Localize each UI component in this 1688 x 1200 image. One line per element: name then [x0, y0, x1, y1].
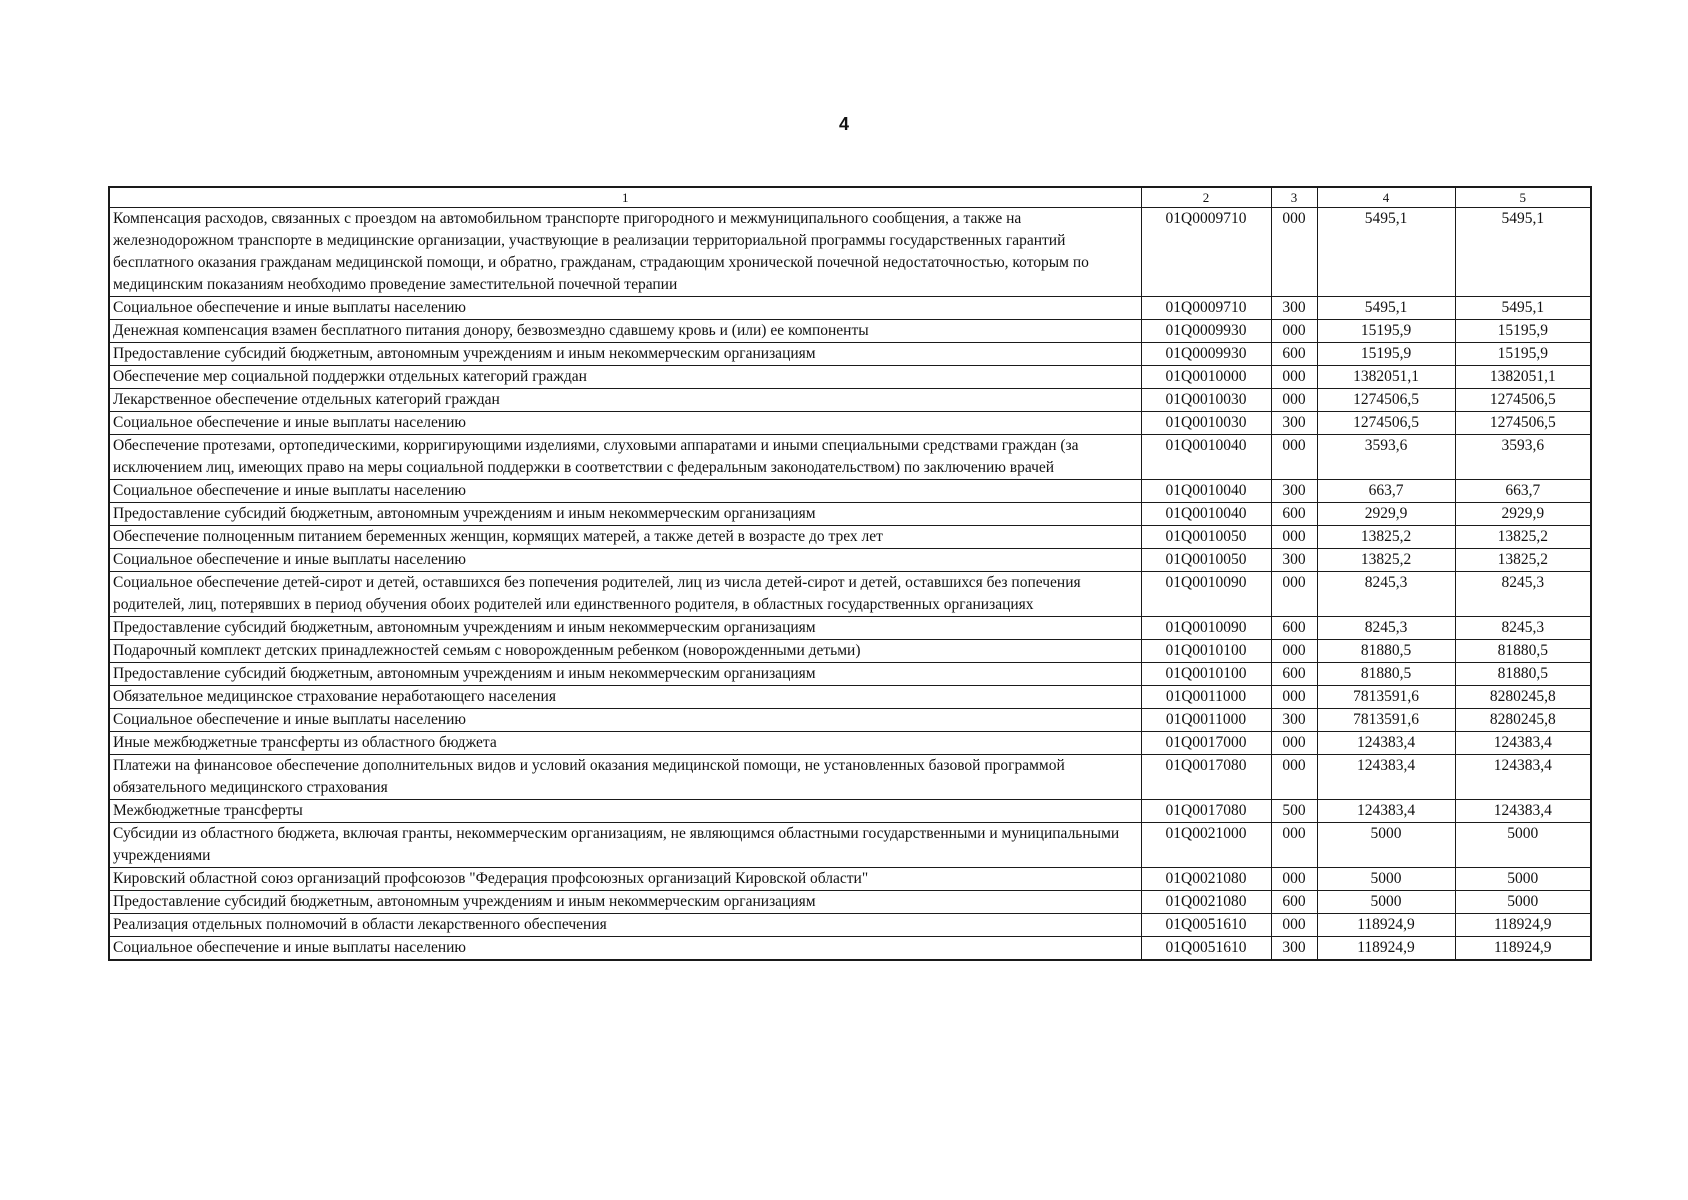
row-type-cell: 300 — [1271, 709, 1317, 732]
row-value-2-cell: 8245,3 — [1455, 617, 1591, 640]
row-value-2-cell: 118924,9 — [1455, 937, 1591, 961]
row-value-1-cell: 1274506,5 — [1317, 412, 1455, 435]
row-type-cell: 000 — [1271, 914, 1317, 937]
row-value-1-cell: 1274506,5 — [1317, 389, 1455, 412]
row-value-2-cell: 8280245,8 — [1455, 709, 1591, 732]
row-type-cell: 600 — [1271, 503, 1317, 526]
row-name-cell: Предоставление субсидий бюджетным, автономным учреждениям и иным некоммерческим организациям — [109, 891, 1141, 914]
row-type-cell: 600 — [1271, 891, 1317, 914]
row-name-cell: Кировский областной союз организаций профсоюзов "Федерация профсоюзных организаций Кировской области" — [109, 868, 1141, 891]
row-value-2-cell: 3593,6 — [1455, 435, 1591, 480]
row-code-cell: 01Q0021080 — [1141, 868, 1271, 891]
row-code-cell: 01Q0011000 — [1141, 709, 1271, 732]
row-code-cell: 01Q0010100 — [1141, 640, 1271, 663]
row-value-1-cell: 5495,1 — [1317, 208, 1455, 297]
row-type-cell: 000 — [1271, 366, 1317, 389]
row-value-1-cell: 118924,9 — [1317, 914, 1455, 937]
row-type-cell: 000 — [1271, 823, 1317, 868]
row-value-1-cell: 8245,3 — [1317, 572, 1455, 617]
row-value-1-cell: 81880,5 — [1317, 663, 1455, 686]
row-value-1-cell: 124383,4 — [1317, 800, 1455, 823]
table-row — [109, 503, 1591, 526]
row-code-cell: 01Q0017080 — [1141, 755, 1271, 800]
row-value-2-cell: 8280245,8 — [1455, 686, 1591, 709]
row-code-cell: 01Q0017080 — [1141, 800, 1271, 823]
column-header-5: 5 — [1455, 187, 1591, 208]
row-value-2-cell: 118924,9 — [1455, 914, 1591, 937]
row-value-2-cell: 124383,4 — [1455, 755, 1591, 800]
row-value-1-cell: 7813591,6 — [1317, 686, 1455, 709]
row-value-2-cell: 2929,9 — [1455, 503, 1591, 526]
row-value-2-cell: 15195,9 — [1455, 320, 1591, 343]
column-header-2: 2 — [1141, 187, 1271, 208]
row-name-cell: Социальное обеспечение и иные выплаты населению — [109, 480, 1141, 503]
row-type-cell: 300 — [1271, 937, 1317, 961]
row-code-cell: 01Q0010040 — [1141, 503, 1271, 526]
row-code-cell: 01Q0021000 — [1141, 823, 1271, 868]
table-row — [109, 389, 1591, 412]
row-name-cell: Предоставление субсидий бюджетным, автономным учреждениям и иным некоммерческим организациям — [109, 617, 1141, 640]
row-name-cell: Обеспечение протезами, ортопедическими, корригирующими изделиями, слуховыми аппаратами и иными специальными средствами граждан (за исключением лиц, имеющих право на меры социальной поддержки в соответствии с федеральным законодательством) по заключению врачей — [109, 435, 1141, 480]
row-value-1-cell: 15195,9 — [1317, 320, 1455, 343]
row-value-2-cell: 5000 — [1455, 823, 1591, 868]
row-name-cell: Обеспечение полноценным питанием беременных женщин, кормящих матерей, а также детей в возрасте до трех лет — [109, 526, 1141, 549]
row-name-cell: Социальное обеспечение и иные выплаты населению — [109, 709, 1141, 732]
table-row — [109, 686, 1591, 709]
row-code-cell: 01Q0009930 — [1141, 343, 1271, 366]
row-type-cell: 000 — [1271, 320, 1317, 343]
table-row — [109, 914, 1591, 937]
table-row — [109, 937, 1591, 961]
row-value-2-cell: 124383,4 — [1455, 732, 1591, 755]
table-row — [109, 663, 1591, 686]
row-type-cell: 300 — [1271, 480, 1317, 503]
table-row — [109, 732, 1591, 755]
row-value-2-cell: 81880,5 — [1455, 663, 1591, 686]
row-type-cell: 000 — [1271, 732, 1317, 755]
table-row — [109, 755, 1591, 800]
table-header-row — [109, 187, 1591, 208]
row-value-2-cell: 15195,9 — [1455, 343, 1591, 366]
row-name-cell: Субсидии из областного бюджета, включая гранты, некоммерческим организациям, не являющимся областными государственными и муниципальными учреждениями — [109, 823, 1141, 868]
table-row — [109, 480, 1591, 503]
row-code-cell: 01Q0009930 — [1141, 320, 1271, 343]
row-value-1-cell: 13825,2 — [1317, 526, 1455, 549]
row-name-cell: Предоставление субсидий бюджетным, автономным учреждениям и иным некоммерческим организациям — [109, 503, 1141, 526]
row-code-cell: 01Q0009710 — [1141, 297, 1271, 320]
table-row — [109, 617, 1591, 640]
row-value-2-cell: 13825,2 — [1455, 549, 1591, 572]
row-type-cell: 000 — [1271, 686, 1317, 709]
row-value-2-cell: 5495,1 — [1455, 297, 1591, 320]
row-code-cell: 01Q0010090 — [1141, 572, 1271, 617]
row-value-2-cell: 81880,5 — [1455, 640, 1591, 663]
row-type-cell: 000 — [1271, 640, 1317, 663]
row-type-cell: 000 — [1271, 526, 1317, 549]
row-type-cell: 600 — [1271, 617, 1317, 640]
row-value-1-cell: 5000 — [1317, 891, 1455, 914]
row-name-cell: Лекарственное обеспечение отдельных категорий граждан — [109, 389, 1141, 412]
row-type-cell: 000 — [1271, 868, 1317, 891]
table-row — [109, 823, 1591, 868]
row-name-cell: Социальное обеспечение детей-сирот и детей, оставшихся без попечения родителей, лиц из числа детей-сирот и детей, оставшихся без попечения родителей, лиц, потерявших в период обучения обоих родителей или единственного родителя, в областных государственных организациях — [109, 572, 1141, 617]
table-row — [109, 800, 1591, 823]
row-type-cell: 000 — [1271, 755, 1317, 800]
table-row — [109, 366, 1591, 389]
column-header-3: 3 — [1271, 187, 1317, 208]
row-value-2-cell: 1382051,1 — [1455, 366, 1591, 389]
row-value-1-cell: 5000 — [1317, 823, 1455, 868]
column-header-1: 1 — [109, 187, 1141, 208]
table-row — [109, 572, 1591, 617]
table-row — [109, 526, 1591, 549]
row-value-2-cell: 124383,4 — [1455, 800, 1591, 823]
row-value-2-cell: 8245,3 — [1455, 572, 1591, 617]
table-row — [109, 640, 1591, 663]
table-row — [109, 868, 1591, 891]
row-code-cell: 01Q0010000 — [1141, 366, 1271, 389]
row-value-1-cell: 15195,9 — [1317, 343, 1455, 366]
row-name-cell: Предоставление субсидий бюджетным, автономным учреждениям и иным некоммерческим организациям — [109, 343, 1141, 366]
row-code-cell: 01Q0010050 — [1141, 526, 1271, 549]
row-name-cell: Подарочный комплект детских принадлежностей семьям с новорожденным ребенком (новорожденными детьми) — [109, 640, 1141, 663]
row-type-cell: 000 — [1271, 208, 1317, 297]
row-name-cell: Предоставление субсидий бюджетным, автономным учреждениям и иным некоммерческим организациям — [109, 663, 1141, 686]
row-type-cell: 000 — [1271, 389, 1317, 412]
table-row — [109, 343, 1591, 366]
row-name-cell: Обеспечение мер социальной поддержки отдельных категорий граждан — [109, 366, 1141, 389]
row-code-cell: 01Q0010100 — [1141, 663, 1271, 686]
row-value-1-cell: 3593,6 — [1317, 435, 1455, 480]
row-value-1-cell: 118924,9 — [1317, 937, 1455, 961]
row-type-cell: 600 — [1271, 663, 1317, 686]
row-type-cell: 500 — [1271, 800, 1317, 823]
row-code-cell: 01Q0051610 — [1141, 937, 1271, 961]
row-value-1-cell: 81880,5 — [1317, 640, 1455, 663]
row-code-cell: 01Q0009710 — [1141, 208, 1271, 297]
row-type-cell: 300 — [1271, 297, 1317, 320]
row-name-cell: Социальное обеспечение и иные выплаты населению — [109, 412, 1141, 435]
row-code-cell: 01Q0010040 — [1141, 435, 1271, 480]
row-name-cell: Денежная компенсация взамен бесплатного питания донору, безвозмездно сдавшему кровь и (или) ее компоненты — [109, 320, 1141, 343]
row-code-cell: 01Q0051610 — [1141, 914, 1271, 937]
page-number: 4 — [838, 114, 849, 134]
budget-table-body — [109, 187, 1591, 960]
table-row — [109, 412, 1591, 435]
row-value-2-cell: 5000 — [1455, 868, 1591, 891]
row-code-cell: 01Q0011000 — [1141, 686, 1271, 709]
table-row — [109, 208, 1591, 297]
row-name-cell: Межбюджетные трансферты — [109, 800, 1141, 823]
budget-table — [108, 186, 1592, 961]
row-name-cell: Социальное обеспечение и иные выплаты населению — [109, 549, 1141, 572]
row-code-cell: 01Q0010050 — [1141, 549, 1271, 572]
row-value-1-cell: 5000 — [1317, 868, 1455, 891]
row-value-2-cell: 13825,2 — [1455, 526, 1591, 549]
row-code-cell: 01Q0010040 — [1141, 480, 1271, 503]
row-type-cell: 300 — [1271, 412, 1317, 435]
row-value-2-cell: 1274506,5 — [1455, 389, 1591, 412]
row-value-2-cell: 5495,1 — [1455, 208, 1591, 297]
table-row — [109, 709, 1591, 732]
row-name-cell: Реализация отдельных полномочий в области лекарственного обеспечения — [109, 914, 1141, 937]
row-name-cell: Социальное обеспечение и иные выплаты населению — [109, 937, 1141, 961]
table-row — [109, 435, 1591, 480]
row-code-cell: 01Q0010030 — [1141, 389, 1271, 412]
row-type-cell: 000 — [1271, 435, 1317, 480]
row-code-cell: 01Q0021080 — [1141, 891, 1271, 914]
row-name-cell: Компенсация расходов, связанных с проездом на автомобильном транспорте пригородного и межмуниципального сообщения, а также на железнодорожном транспорте в медицинские организации, участвующие в реализации территориальной программы государственных гарантий бесплатного оказания гражданам медицинской помощи, и обратно, гражданам, страдающим хронической почечной недостаточностью, которым по медицинским показаниям необходимо проведение заместительной почечной терапии — [109, 208, 1141, 297]
row-value-1-cell: 5495,1 — [1317, 297, 1455, 320]
column-header-4: 4 — [1317, 187, 1455, 208]
table-row — [109, 549, 1591, 572]
row-value-1-cell: 2929,9 — [1317, 503, 1455, 526]
row-code-cell: 01Q0017000 — [1141, 732, 1271, 755]
row-value-2-cell: 5000 — [1455, 891, 1591, 914]
row-type-cell: 000 — [1271, 572, 1317, 617]
row-value-1-cell: 124383,4 — [1317, 732, 1455, 755]
row-value-1-cell: 663,7 — [1317, 480, 1455, 503]
row-name-cell: Обязательное медицинское страхование неработающего населения — [109, 686, 1141, 709]
row-value-2-cell: 1274506,5 — [1455, 412, 1591, 435]
row-value-1-cell: 124383,4 — [1317, 755, 1455, 800]
row-code-cell: 01Q0010030 — [1141, 412, 1271, 435]
row-value-1-cell: 13825,2 — [1317, 549, 1455, 572]
row-type-cell: 600 — [1271, 343, 1317, 366]
row-value-1-cell: 7813591,6 — [1317, 709, 1455, 732]
row-name-cell: Иные межбюджетные трансферты из областного бюджета — [109, 732, 1141, 755]
table-row — [109, 297, 1591, 320]
table-row — [109, 891, 1591, 914]
row-type-cell: 300 — [1271, 549, 1317, 572]
row-code-cell: 01Q0010090 — [1141, 617, 1271, 640]
table-row — [109, 320, 1591, 343]
row-value-1-cell: 1382051,1 — [1317, 366, 1455, 389]
row-name-cell: Платежи на финансовое обеспечение дополнительных видов и условий оказания медицинской помощи, не установленных базовой программой обязательного медицинского страхования — [109, 755, 1141, 800]
row-value-1-cell: 8245,3 — [1317, 617, 1455, 640]
row-value-2-cell: 663,7 — [1455, 480, 1591, 503]
row-name-cell: Социальное обеспечение и иные выплаты населению — [109, 297, 1141, 320]
